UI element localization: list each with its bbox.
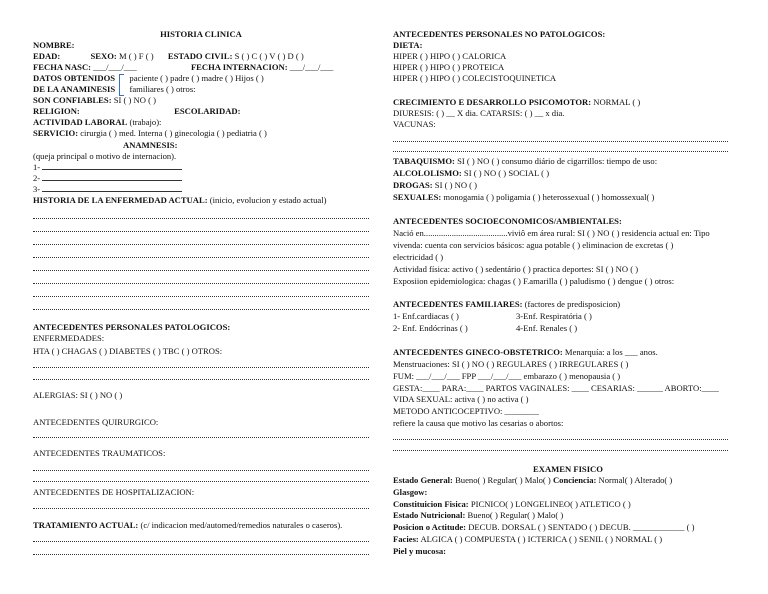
posicion-label: Posicion o Actitude: [393,522,467,532]
confiables-label: SON CONFIABLES: [33,95,112,105]
alergias-options[interactable]: ALERGIAS: SI ( ) NO ( ) [33,390,123,400]
historia-line[interactable] [33,218,369,219]
tratamiento-row [33,520,342,531]
queja-item-3[interactable]: 3- [33,184,182,195]
sexuales-label: SEXUALES: [393,192,442,202]
dieta-label: DIETA: [393,40,423,50]
servicio-options[interactable]: cirurgia ( ) med. Interna ( ) ginecologia ( ) pediatria ( ) [80,128,267,138]
fecha-intern-label: FECHA INTERNACION: [190,62,288,72]
estado-general-options[interactable]: Bueno( ) Regular( ) Malo( ) [455,475,551,485]
constitucion-row [393,499,631,510]
dieta-item[interactable]: HIPER ( ) HIPO ( ) CALORICA [393,51,507,61]
menarquia-field[interactable]: Menarquía: a los ___ anos. [564,347,658,357]
tratamiento-line[interactable] [33,541,369,542]
sexo-label: SEXO: [90,51,117,61]
edad-row [33,51,304,62]
actividad-fisica-row[interactable]: Actividad física: activo ( ) sedentário ( ) practica deportes: SI ( ) NO ( ) [393,264,639,274]
facies-options[interactable]: ALGICA ( ) COMPUESTA ( ) ICTERICA ( ) SENIL ( ) NORMAL ( ) [420,534,663,544]
actividad-sub: (trabajo): [129,117,162,127]
historia-row [33,195,326,206]
cesarias-line[interactable] [393,439,728,440]
facies-label: Facies: [393,534,419,544]
fum-row[interactable]: FUM: ___/___/___ FPP ___/___/___ embarazo ( ) menopausia ( ) [393,371,621,381]
historia-line[interactable] [33,244,369,245]
fecha-row [33,62,333,73]
queja-label: (queja principal o motivo de internacion). [33,151,177,161]
alcoholismo-label: ALCOLOLISMO: [393,168,462,178]
gineco-row [393,347,658,358]
sexuales-options[interactable]: monogamia ( ) poligamia ( ) heterossexual ( ) homossexual( ) [443,192,655,202]
cesarias-label: refiere la causa que motivo las cesarias o abortos: [393,418,564,428]
nombre-label: NOMBRE: [33,40,75,50]
conciencia-options[interactable]: Normal( ) Alterado( ) [598,475,673,485]
tratamiento-line[interactable] [33,554,369,555]
edad-label: EDAD: [33,51,61,61]
familiares-heading: ANTECEDENTES FAMILIARES: [393,299,523,309]
exposicion-row[interactable]: Exposiion epidemiologica: chagas ( ) F.amarilla ( ) paludismo ( ) dengue ( ) otros: [393,276,675,286]
socioeconomicos-heading: ANTECEDENTES SOCIOECONOMICOS/AMBIENTALES: [393,216,622,226]
sexo-options[interactable]: M ( ) F ( ) [118,51,154,61]
estado-civil-options[interactable]: S ( ) C ( ) V ( ) D ( ) [234,51,304,61]
posicion-row [393,522,694,533]
confiables-options[interactable]: SI ( ) NO ( ) [113,95,156,105]
escolaridad-label: ESCOLARIDAD: [174,106,241,116]
tratamiento-label: TRATAMIENTO ACTUAL: [33,520,139,530]
sexuales-row [393,192,654,203]
gesta-row[interactable]: GESTA:____ PARA:____ PARTOS VAGINALES: ____ CESARIAS: ______ ABORTO:____ [393,383,719,393]
traumaticos-line[interactable] [33,470,369,471]
familiares-item[interactable]: 2- Enf. Endócrinas ( ) [393,323,468,333]
familiares-option[interactable]: familiares ( ) otros: [129,84,196,94]
servicio-label: SERVICIO: [33,128,79,138]
crecimiento-label: CRECIMIENTO E DESARROLLO PSICOMOTOR: [393,97,592,107]
familiares-item[interactable]: 3-Enf. Respiratória ( ) [516,311,592,321]
estado-civil-label: ESTADO CIVIL: [167,51,233,61]
gineco-heading: ANTECEDENTES GINECO-OBSTETRICO: [393,347,563,357]
hospitalizacion-label: ANTECEDENTES DE HOSPITALIZACION: [33,487,195,497]
anamnesis-de-label: DE LA ANAMINESIS [33,84,116,94]
actividad-row [33,117,161,128]
datos-options[interactable]: paciente ( ) padre ( ) madre ( ) Hijos ( ) [129,73,264,83]
historia-line[interactable] [33,296,369,297]
constitucion-options[interactable]: PICNICO( ) LONGELINEO( ) ATLETICO ( ) [470,499,631,509]
servicio-row [33,128,267,139]
drogas-row [393,180,477,191]
drogas-options[interactable]: SI ( ) NO ( ) [434,180,478,190]
historia-line[interactable] [33,231,369,232]
glasgow-label: Glasgow: [393,487,428,497]
anticonceptivo-row[interactable]: METODO ANTICOCEPTIVO: ________ [393,406,539,416]
anamnesis-row [33,84,196,95]
enfermedades-options[interactable]: HTA ( ) CHAGAS ( ) DIABETES ( ) TBC ( ) OTROS: [33,346,223,356]
traumaticos-label: ANTECEDENTES TRAUMATICOS: [33,448,166,458]
nacio-row[interactable]: Nació en.......................................viviô em área rural: SI ( ) NO ( ) residencia actual en: Tipo [393,228,710,238]
anamnesis-heading: ANAMNESIS: [123,140,178,150]
dieta-item[interactable]: HIPER ( ) HIPO ( ) COLECISTOQUINETICA [393,73,557,83]
facies-row [393,534,662,545]
vacunas-line[interactable] [393,141,728,142]
datos-row [33,73,264,84]
cesarias-line[interactable] [393,450,728,451]
no-patologicos-heading: ANTECEDENTES PERSONALES NO PATOLOGICOS: [393,29,606,39]
alcoholismo-options[interactable]: SI ( ) NO ( ) SOCIAL ( ) [463,168,550,178]
vivienda-row[interactable]: vivenda: cuenta con servicios básicos: agua potable ( ) eliminacion de excretas ( ) [393,240,674,250]
dieta-item[interactable]: HIPER ( ) HIPO ( ) PROTEICA [393,62,505,72]
crecimiento-option[interactable]: NORMAL ( ) [593,97,641,107]
patologicos-heading: ANTECEDENTES PERSONALES PATOLOGICOS: [33,322,231,332]
vacunas-line[interactable] [393,151,728,152]
hospitalizacion-line[interactable] [33,508,369,509]
familiares-row [393,299,620,310]
nutricional-row [393,510,563,521]
constitucion-label: Constituicion Fisica: [393,499,469,509]
alcoholismo-row [393,168,549,179]
menstruaciones-row[interactable]: Menstruaciones: SI ( ) NO ( ) REGULARES ( ) IRREGULARES ( ) [393,359,629,369]
familiares-item[interactable]: 1- Enf.cardiacas ( ) [393,311,459,321]
diuresis-row[interactable]: DIURESIS: ( ) __ X dia. CATARSIS: ( ) __ x dia. [393,108,565,118]
queja-item-2[interactable]: 2- [33,173,182,184]
tabaquismo-row [393,156,657,167]
quirurgico-label: ANTECEDENTES QUIRURGICO: [33,417,159,427]
posicion-options[interactable]: DECUB. DORSAL ( ) SENTADO ( ) DECUB. ____________ ( ) [468,522,695,532]
historia-sub: (inicio, evolucion y estado actual) [209,195,327,205]
vida-sexual-row[interactable]: VIDA SEXUAL: activa ( ) no activa ( ) [393,394,529,404]
datos-obtenidos-label: DATOS OBTENIDOS [33,73,116,83]
estado-general-row [393,475,672,486]
piel-label: Piel y mucosa: [393,546,446,556]
traumaticos-line[interactable] [33,481,369,482]
vacunas-label: VACUNAS: [393,119,436,129]
historia-line[interactable] [33,309,369,310]
electricidad-row[interactable]: electricidad ( ) [393,252,444,262]
examen-heading: EXAMEN FISICO [533,464,603,474]
drogas-label: DROGAS: [393,180,433,190]
form-title: HISTORIA CLINICA [160,29,242,39]
historia-label: HISTORIA DE LA ENFERMEDAD ACTUAL: [33,195,208,205]
historia-line[interactable] [33,257,369,258]
fecha-nasc-field[interactable]: ___/___/___ [93,62,137,72]
religion-label: RELIGION: [33,106,80,116]
enfermedades-label: ENFERMEDADES: [33,333,105,343]
historia-line[interactable] [33,283,369,284]
estado-general-label: Estado General: [393,475,453,485]
familiares-sub: (factores de predisposicion) [524,299,621,309]
tratamiento-sub: (c/ indicacion med/automed/remedios naturales o caseros). [140,520,343,530]
nutricional-label: Estado Nutricional: [393,510,466,520]
quirurgico-line[interactable] [33,437,369,438]
confiables-row [33,95,156,106]
tabaquismo-label: TABAQUISMO: [393,156,455,166]
religion-row [33,106,240,117]
enfermedades-line[interactable] [33,379,369,380]
crecimiento-row [393,97,640,108]
nutricional-options[interactable]: Bueno( ) Regular( ) Malo( ) [467,510,564,520]
tabaquismo-options[interactable]: SI ( ) NO ( ) consumo diário de cigarrillos: tiempo de uso: [457,156,658,166]
historia-line[interactable] [33,270,369,271]
familiares-item[interactable]: 4-Enf. Renales ( ) [516,323,578,333]
fecha-intern-field[interactable]: ___/___/___ [289,62,334,72]
conciencia-label: Conciencia: [552,475,597,485]
enfermedades-line[interactable] [33,367,369,368]
fecha-nasc-label: FECHA NASC: [33,62,92,72]
actividad-label: ACTIVIDAD LABORAL [33,117,128,127]
queja-item-1[interactable]: 1- [33,162,182,173]
